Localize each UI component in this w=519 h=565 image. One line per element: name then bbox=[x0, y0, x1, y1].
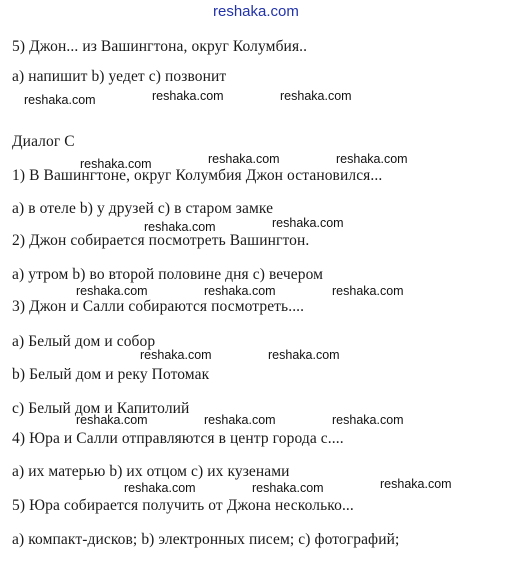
question-3: 3) Джон и Салли собираются посмотреть.... bbox=[12, 298, 305, 315]
top-watermark: reshaka.com bbox=[213, 3, 299, 20]
watermark: reshaka.com bbox=[152, 89, 224, 103]
answers-2: a) утром b) во второй половине дня c) вечером bbox=[12, 266, 324, 283]
watermark: reshaka.com bbox=[380, 477, 452, 491]
answers-1: a) в отеле b) у друзей c) в старом замке bbox=[12, 200, 274, 217]
watermark: reshaka.com bbox=[252, 481, 324, 495]
watermark: reshaka.com bbox=[336, 152, 408, 166]
answer-3a: a) Белый дом и собор bbox=[12, 333, 156, 350]
section-heading-dialog-c: Диалог С bbox=[12, 133, 75, 150]
question-5: 5) Юра собирается получить от Джона несколько... bbox=[12, 497, 354, 514]
watermark: reshaka.com bbox=[204, 413, 276, 427]
watermark: reshaka.com bbox=[332, 413, 404, 427]
question-2: 2) Джон собирается посмотреть Вашингтон. bbox=[12, 232, 310, 249]
watermark: reshaka.com bbox=[124, 481, 196, 495]
answers-5-dialog-b: a) напишит b) уедет c) позвонит bbox=[12, 68, 227, 85]
answer-3b: b) Белый дом и реку Потомак bbox=[12, 366, 210, 383]
watermark: reshaka.com bbox=[76, 413, 148, 427]
question-1: 1) В Вашингтоне, округ Колумбия Джон остановился... bbox=[12, 167, 383, 184]
watermark: reshaka.com bbox=[204, 284, 276, 298]
watermark: reshaka.com bbox=[272, 216, 344, 230]
question-5-dialog-b: 5) Джон... из Вашингтона, округ Колумбия.. bbox=[12, 38, 308, 55]
answers-5: a) компакт-дисков; b) электронных писем; c) фотографий; bbox=[12, 531, 400, 548]
answer-3c: c) Белый дом и Капитолий bbox=[12, 400, 190, 417]
watermark: reshaka.com bbox=[280, 89, 352, 103]
watermark: reshaka.com bbox=[140, 348, 212, 362]
watermark: reshaka.com bbox=[144, 220, 216, 234]
watermark: reshaka.com bbox=[76, 284, 148, 298]
question-4: 4) Юра и Салли отправляются в центр города с.... bbox=[12, 430, 344, 447]
watermark: reshaka.com bbox=[208, 152, 280, 166]
watermark: reshaka.com bbox=[332, 284, 404, 298]
watermark: reshaka.com bbox=[80, 157, 152, 171]
watermark: reshaka.com bbox=[24, 93, 96, 107]
watermark: reshaka.com bbox=[268, 348, 340, 362]
answers-4: a) их матерью b) их отцом c) их кузенами bbox=[12, 463, 290, 480]
